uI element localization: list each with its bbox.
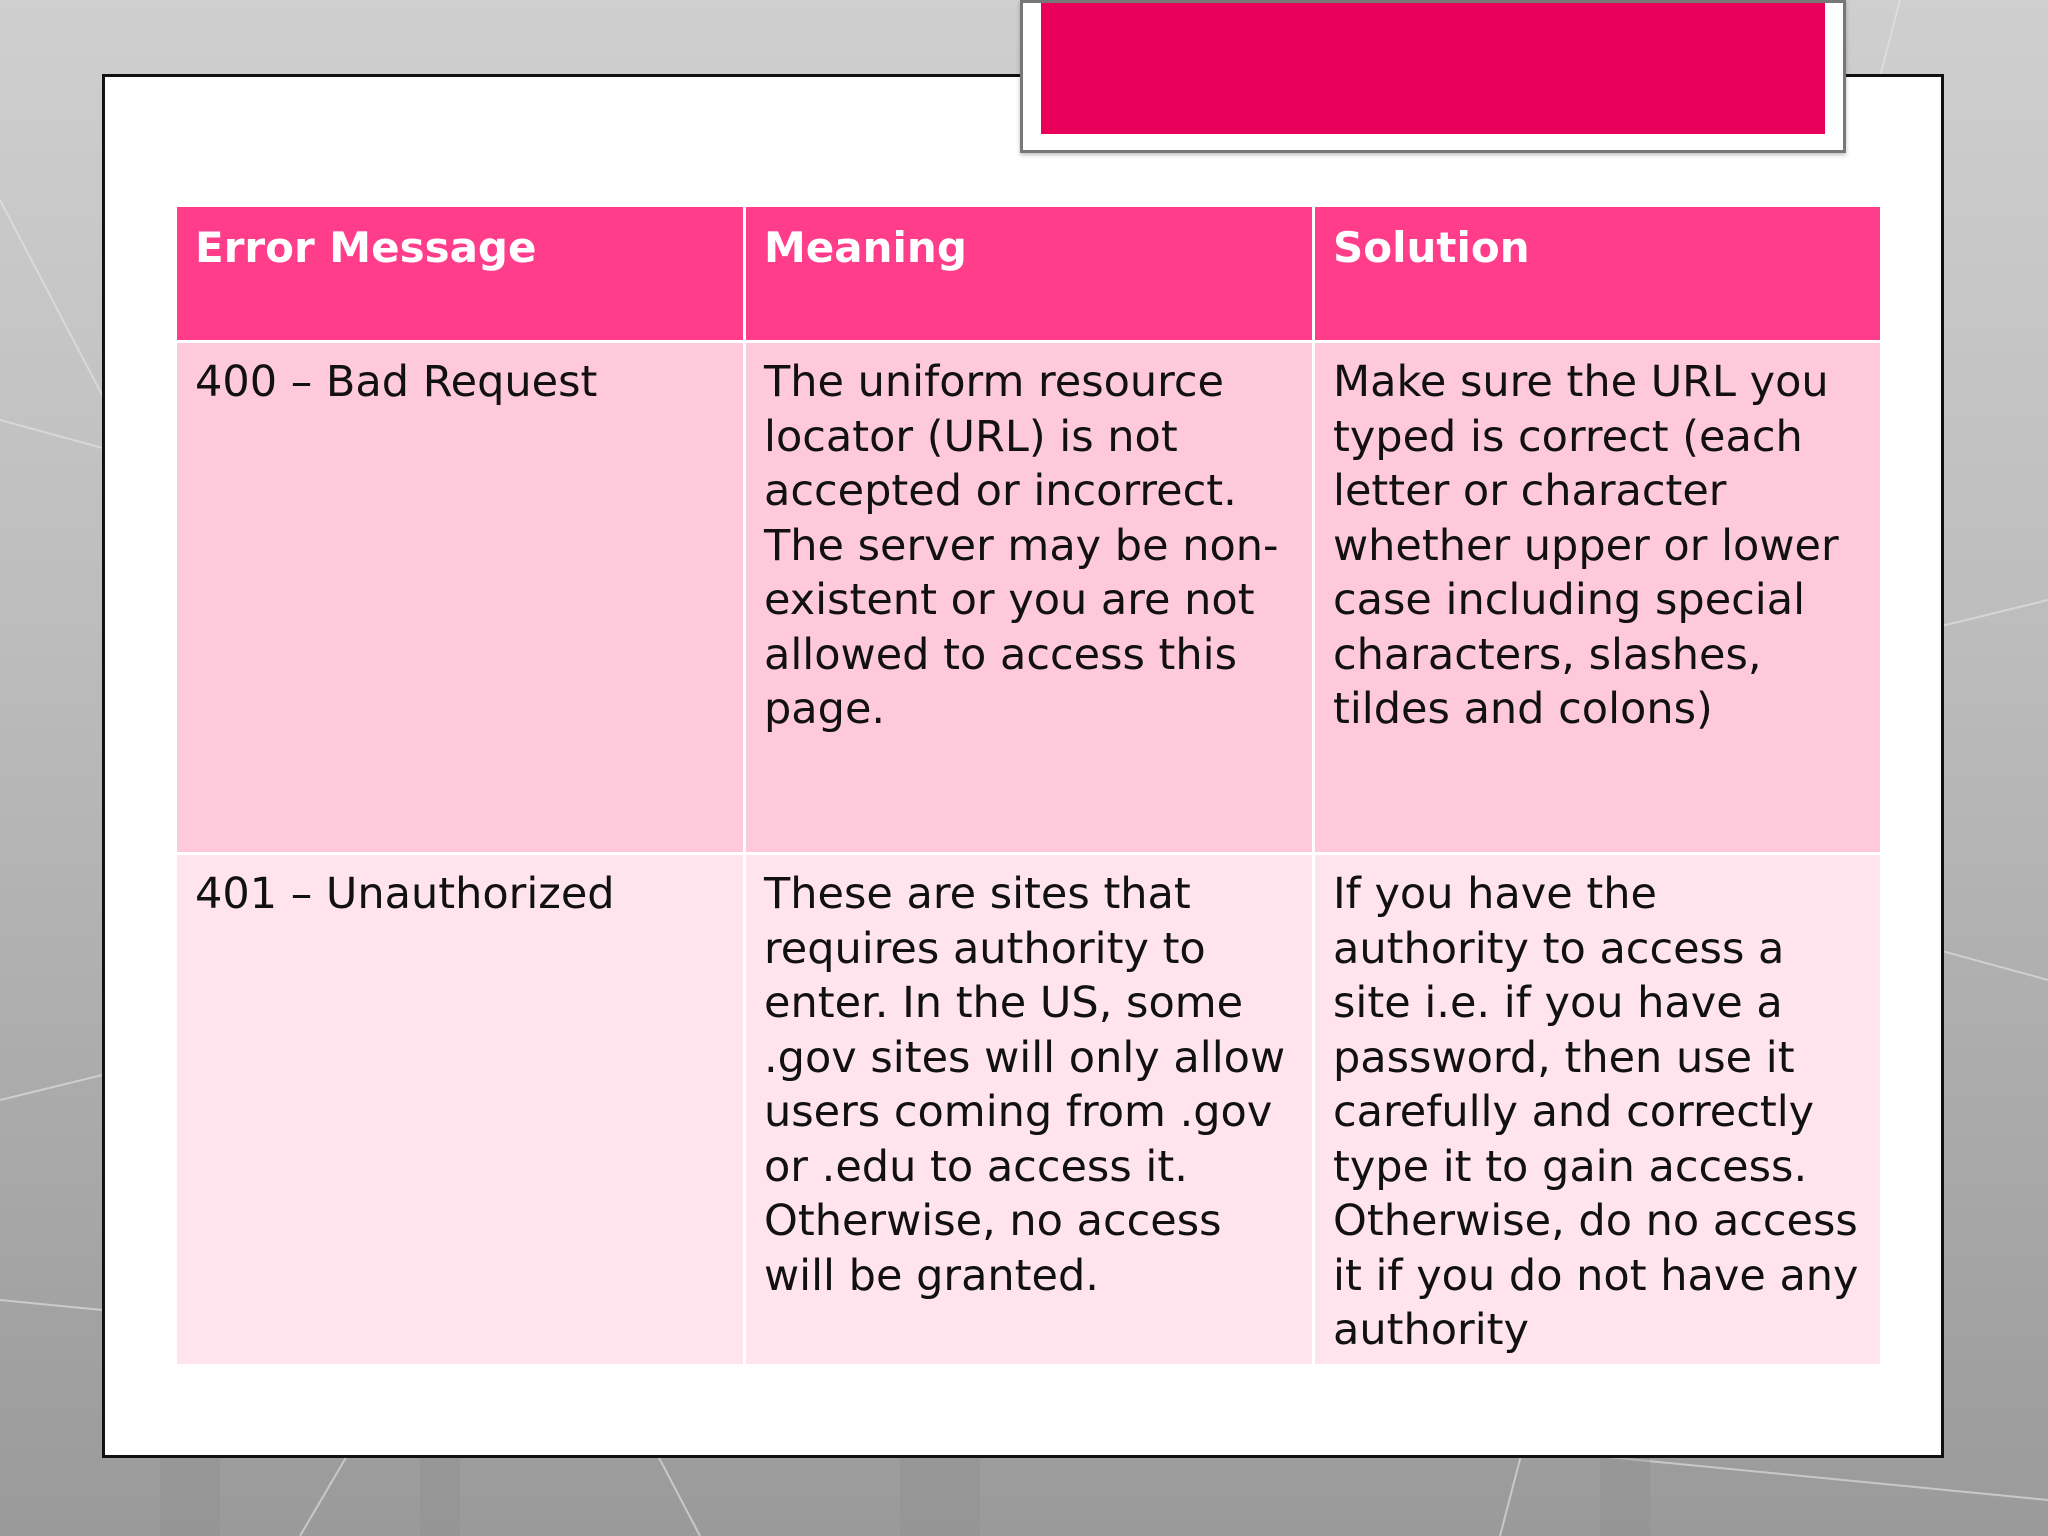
error-table-container bbox=[174, 204, 1880, 1366]
title-accent-bar bbox=[1041, 3, 1825, 134]
header-error-message: Error Message bbox=[176, 206, 745, 342]
cell-error-401: 401 – Unauthorized bbox=[176, 854, 745, 1366]
cell-meaning-400: The uniform resource locator (URL) is not accepted or incorrect. The server may be non-existent or you are not allowed to access this page. bbox=[745, 342, 1314, 854]
cell-solution-401: If you have the authority to access a site i.e. if you have a password, then use it carefully and correctly type it to gain access. Otherwise, do no access it if you do not have any authority bbox=[1314, 854, 1882, 1366]
table-row bbox=[176, 342, 1882, 854]
cell-solution-400: Make sure the URL you typed is correct (each letter or character whether upper or lower case including special characters, slashes, tildes and colons) bbox=[1314, 342, 1882, 854]
slide bbox=[102, 74, 1944, 1458]
cell-meaning-401: These are sites that requires authority to enter. In the US, some .gov sites will only allow users coming from .gov or .edu to access it. Otherwise, no access will be granted. bbox=[745, 854, 1314, 1366]
header-meaning: Meaning bbox=[745, 206, 1314, 342]
cell-error-400: 400 – Bad Request bbox=[176, 342, 745, 854]
title-frame bbox=[1020, 0, 1846, 153]
error-table bbox=[174, 204, 1883, 1367]
table-row bbox=[176, 854, 1882, 1366]
header-solution: Solution bbox=[1314, 206, 1882, 342]
table-header-row bbox=[176, 206, 1882, 342]
